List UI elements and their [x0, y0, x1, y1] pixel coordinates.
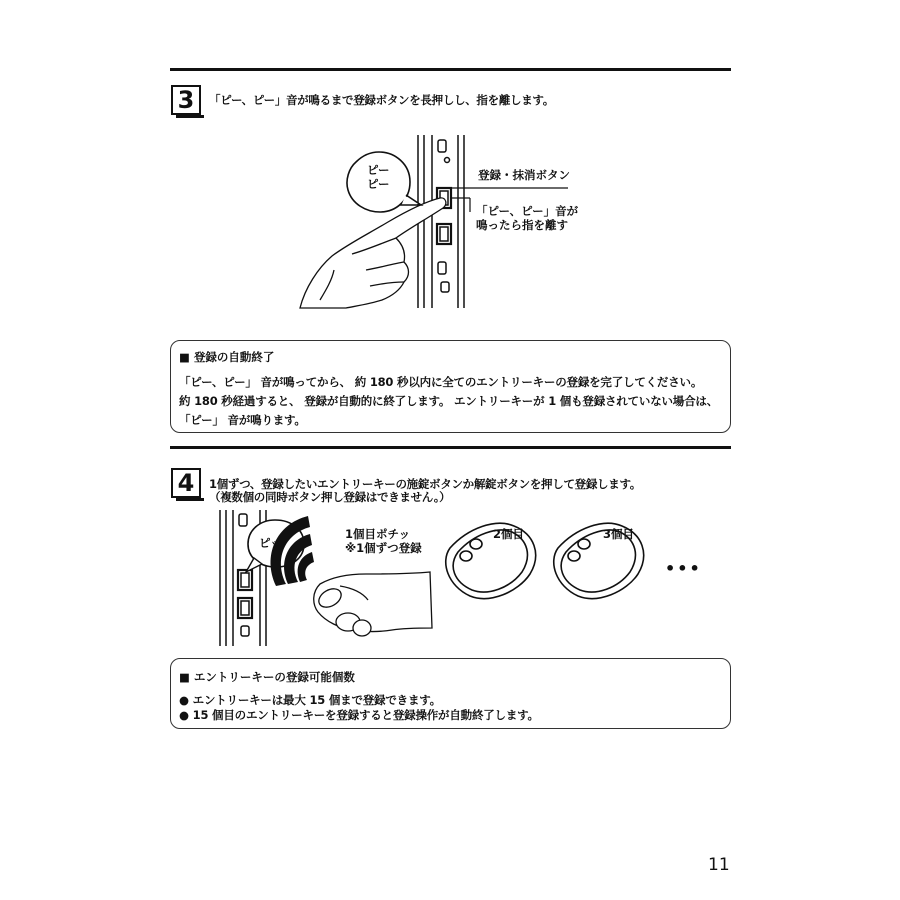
- register-delete-button-label: 登録・抹消ボタン: [478, 168, 570, 182]
- auto-end-note-line-2: 約 180 秒経過すると、 登録が自動的に終了します。 エントリーキーが 1 個も登録されていない場合は、: [179, 394, 719, 408]
- key-capacity-note-line-1: ● エントリーキーは最大 15 個まで登録できます。: [179, 693, 441, 707]
- key-capacity-note-box: [170, 658, 731, 729]
- release-finger-label-1: 「ピー、ピー」音が: [476, 204, 579, 218]
- step4-bubble-beep: ピッ: [259, 536, 282, 550]
- step3-instruction: 「ピー、ピー」音が鳴るまで登録ボタンを長押しし、指を離します。: [209, 93, 554, 107]
- step4-instruction-line-1: 1個ずつ、登録したいエントリーキーの施錠ボタンか解錠ボタンを押して登録します。: [209, 477, 641, 491]
- step-number-4: 4: [171, 468, 201, 498]
- key-capacity-note-line-2: ● 15 個目のエントリーキーを登録すると登録操作が自動終了します。: [179, 708, 539, 722]
- third-key-label: 3個目: [603, 527, 635, 541]
- step4-instruction-line-2: （複数個の同時ボタン押し登録はできません。）: [209, 490, 451, 504]
- more-keys-ellipsis: •••: [665, 559, 702, 578]
- auto-end-note-line-1: 「ピー、ピー」 音が鳴ってから、 約 180 秒以内に全てのエントリーキーの登録を完了してください。: [179, 375, 703, 389]
- step3-bubble-sound-2: ピー: [367, 177, 390, 191]
- step-number-3: 3: [171, 85, 201, 115]
- first-key-press-label-1: 1個目ポチッ: [345, 527, 411, 541]
- step3-bubble-sound-1: ピー: [367, 163, 390, 177]
- second-key-label: 2個目: [493, 527, 525, 541]
- page-number: 11: [708, 855, 730, 875]
- auto-end-note-line-3: 「ピー」 音が鳴ります。: [179, 413, 306, 427]
- auto-end-note-title: ■ 登録の自動終了: [179, 350, 275, 364]
- key-capacity-note-title: ■ エントリーキーの登録可能個数: [179, 670, 355, 684]
- release-finger-label-2: 鳴ったら指を離す: [476, 218, 568, 232]
- first-key-press-label-2: ※1個ずつ登録: [345, 541, 422, 555]
